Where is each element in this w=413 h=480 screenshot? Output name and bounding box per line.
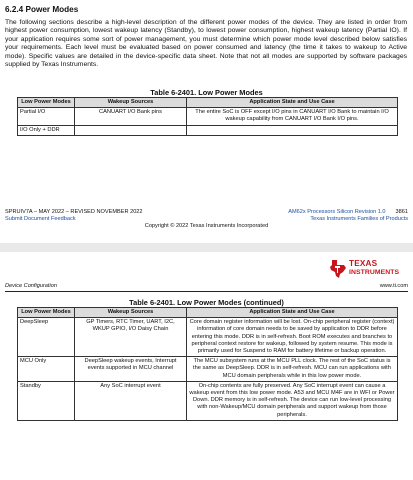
col-header-mode: Low Power Modes: [18, 98, 75, 108]
table-title: Table 6-2401. Low Power Modes: [150, 88, 263, 97]
table-title-continued: Table 6-2401. Low Power Modes (continued): [129, 298, 284, 307]
cell-wakeup: Any SoC interrupt event: [75, 381, 187, 420]
intro-paragraph: The following sections describe a high-level description of the different power modes of the device. They are listed in order from highest power consumption, lowest wakeup latency (Standby), to lowest power consumption, highest wakeup latency (Partial IO). If your application requires some sort of power management, you must determine which power mode level described below satisfies your requirements. Each level must be evaluated based on power consumed and latency (the time it takes to wakeup to Active mode). Specific values are detailed in the device-specific data sheet. Note that not all modes are supported by software packages supplied by Texas Instruments.: [5, 19, 407, 69]
table-row: [18, 357, 398, 382]
cell-state: On-chip contents are fully preserved. Any SoC interrupt event can cause a wakeup event from this low power mode. A53 and MCU M4F are in WFI or Power Down. DDR memory is in self-refresh. The device can run low-level processing with non-Wakeup/MCU domain peripherals and support wakeup from those peripherals.: [187, 381, 398, 420]
website-link[interactable]: www.ti.com: [379, 283, 408, 289]
low-power-modes-table: [17, 97, 398, 136]
cell-state: The MCU subsystem runs at the MCU PLL clock. The rest of the SoC status is the same as DeepSleep. DDR is in self-refresh. MCU can run applications with MCU domain peripherals while in this low power mode.: [187, 357, 398, 382]
footer-right: [288, 209, 408, 223]
cell-mode: Standby: [18, 381, 75, 420]
cell-mode: I/O Only + DDR: [18, 125, 75, 135]
running-header-left: Device Configuration: [5, 283, 57, 289]
page-number: 3861: [395, 209, 408, 215]
cell-wakeup: [75, 125, 187, 135]
product-link[interactable]: AM62x Processors Silicon Revision 1.0: [288, 209, 386, 215]
ti-logo: [329, 258, 407, 280]
logo-text: [349, 260, 399, 277]
submit-feedback-link[interactable]: Submit Document Feedback: [5, 216, 76, 222]
cell-state: [187, 125, 398, 135]
logo-line-2: INSTRUMENTS: [349, 268, 400, 276]
col-header-state: Application State and Use Case: [187, 98, 398, 108]
section-heading: 6.2.4 Power Modes: [5, 5, 79, 14]
table-header-row: [18, 98, 398, 108]
col-header-mode: Low Power Modes: [18, 308, 75, 318]
table-row: [18, 108, 398, 125]
doc-id: SPRUIV7A – MAY 2022 – REVISED NOVEMBER 2022: [5, 209, 143, 215]
family-link[interactable]: Texas Instruments Families of Products: [310, 216, 408, 222]
cell-wakeup: DeepSleep wakeup events, Interrupt events supported in MCU channel: [75, 357, 187, 382]
cell-wakeup: CANUART I/O Bank pins: [75, 108, 187, 125]
low-power-modes-table-continued: [17, 307, 398, 421]
cell-mode: DeepSleep: [18, 318, 75, 357]
table-row: [18, 318, 398, 357]
texas-state-icon: [329, 259, 347, 279]
col-header-wakeup: Wakeup Sources: [75, 98, 187, 108]
logo-line-1: TEXAS: [349, 259, 378, 268]
cell-mode: Partial I/O: [18, 108, 75, 125]
footer-left: [5, 209, 143, 223]
cell-state: Core domain register information will be lost. On-chip peripheral register (context) information of core domain needs to be saved by application to DDR before entering this mode. DDR is in self-refresh. Boot ROM executes and branches to peripheral context restore for wakeup, followed by system resume. This mode is primarily used for Suspend to RAM for battery lifetime or backup operation.: [187, 318, 398, 357]
table-row: [18, 381, 398, 420]
header-rule: [5, 291, 408, 292]
col-header-state: Application State and Use Case: [187, 308, 398, 318]
cell-state: The entire SoC is OFF except I/O pins in CANUART I/O Bank to maintain I/O wakeup capability from CANUART I/O Bank I/O pins.: [187, 108, 398, 125]
cell-mode: MCU Only: [18, 357, 75, 382]
page-separator: [0, 243, 413, 252]
table-header-row: [18, 308, 398, 318]
copyright: Copyright © 2022 Texas Instruments Incorporated: [144, 223, 269, 229]
cell-wakeup: GP Timers, RTC Timer, UART, I2C, WKUP GPIO, I/O Daisy Chain: [75, 318, 187, 357]
document-page-bottom: [0, 252, 413, 480]
col-header-wakeup: Wakeup Sources: [75, 308, 187, 318]
table-row: [18, 125, 398, 135]
